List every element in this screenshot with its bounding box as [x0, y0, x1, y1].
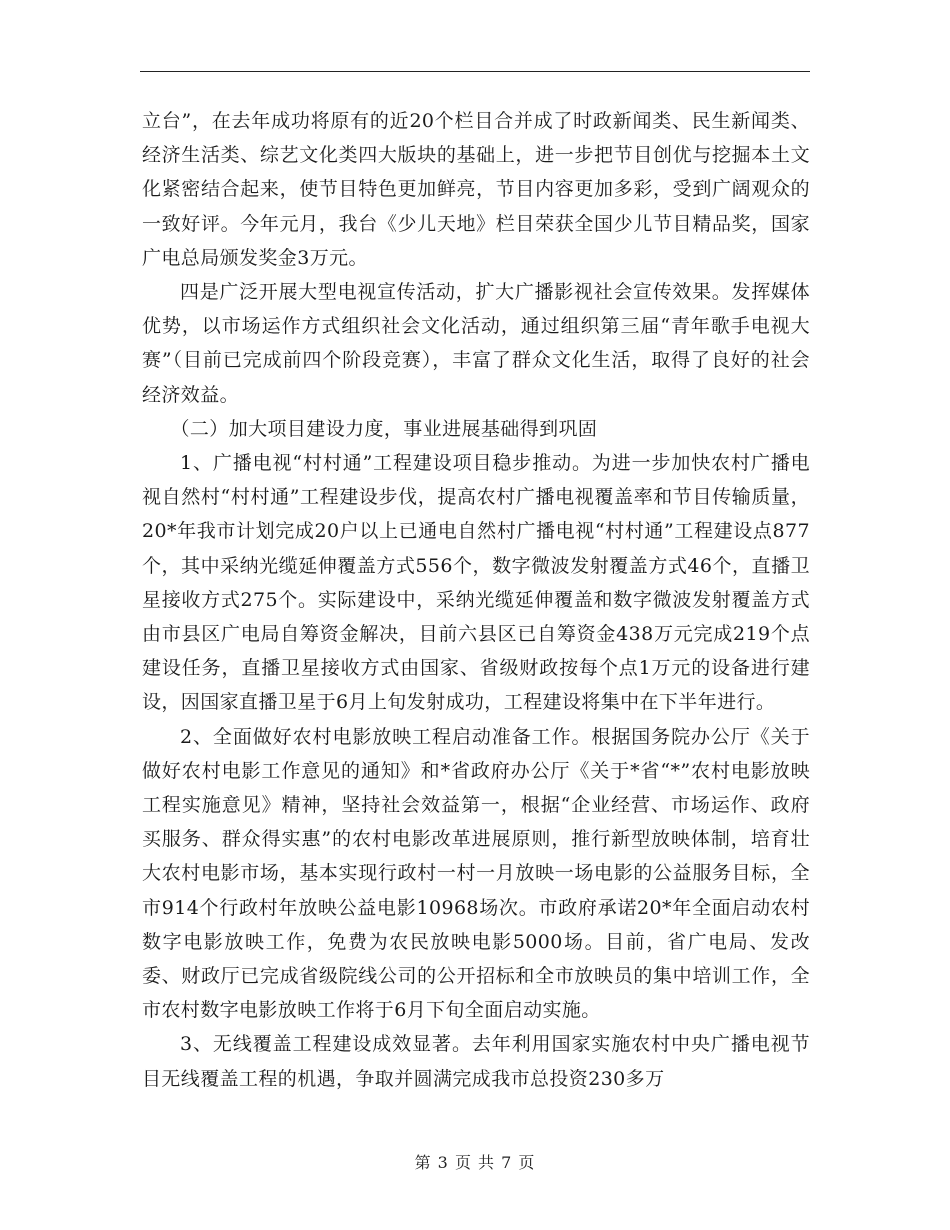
paragraph-3: 1、广播电视“村村通”工程建设项目稳步推动。为进一步加快农村广播电视自然村“村村通”工程建设步伐，提高农村广播电视覆盖率和节目传输质量，20*年我市计划完成20户以上已通电自然村广播电视“村村通”工程建设点877个，其中采纳光缆延伸覆盖方式556个，数字微波发射覆盖方式46个，直播卫星接收方式275个。实际建设中，采纳光缆延伸覆盖和数字微波发射覆盖方式由市县区广电局自筹资金解决，目前六县区已自筹资金438万元完成219个点建设任务，直播卫星接收方式由国家、省级财政按每个点1万元的设备进行建设，因国家直播卫星于6月上旬发射成功，工程建设将集中在下半年进行。: [142, 452, 810, 714]
page-number: 第 3 页 共 7 页: [414, 1153, 536, 1172]
paragraph-2: 四是广泛开展大型电视宣传活动，扩大广播影视社会宣传效果。发挥媒体优势，以市场运作方式组织社会文化活动，通过组织第三届“青年歌手电视大赛”（目前已完成前四个阶段竞赛），丰富了群众文化生活，取得了良好的社会经济效益。: [142, 281, 810, 406]
header-rule: [140, 71, 810, 72]
document-body: [142, 104, 810, 1096]
paragraph-4: 2、全面做好农村电影放映工程启动准备工作。根据国务院办公厅《关于做好农村电影工作意见的通知》和*省政府办公厅《关于*省“*”农村电影放映工程实施意见》精神，坚持社会效益第一，根据“企业经营、市场运作、政府买服务、群众得实惠”的农村电影改革进展原则，推行新型放映体制，培育壮大农村电影市场，基本实现行政村一村一月放映一场电影的公益服务目标，全市914个行政村年放映公益电影10968场次。市政府承诺20*年全面启动农村数字电影放映工作，免费为农民放映电影5000场。目前，省广电局、发改委、财政厅已完成省级院线公司的公开招标和全市放映员的集中培训工作，全市农村数字电影放映工作将于6月下旬全面启动实施。: [142, 725, 810, 1022]
paragraph-5: 3、无线覆盖工程建设成效显著。去年利用国家实施农村中央广播电视节目无线覆盖工程的机遇，争取并圆满完成我市总投资230多万: [142, 1033, 810, 1090]
paragraph-1: 立台”，在去年成功将原有的近20个栏目合并成了时政新闻类、民生新闻类、经济生活类、综艺文化类四大版块的基础上，进一步把节目创优与挖掘本土文化紧密结合起来，使节目特色更加鲜亮，节目内容更加多彩，受到广阔观众的一致好评。今年元月，我台《少儿天地》栏目荣获全国少儿节目精品奖，国家广电总局颁发奖金3万元。: [142, 110, 810, 269]
section-heading: （二）加大项目建设力度，事业进展基础得到巩固: [170, 417, 598, 440]
